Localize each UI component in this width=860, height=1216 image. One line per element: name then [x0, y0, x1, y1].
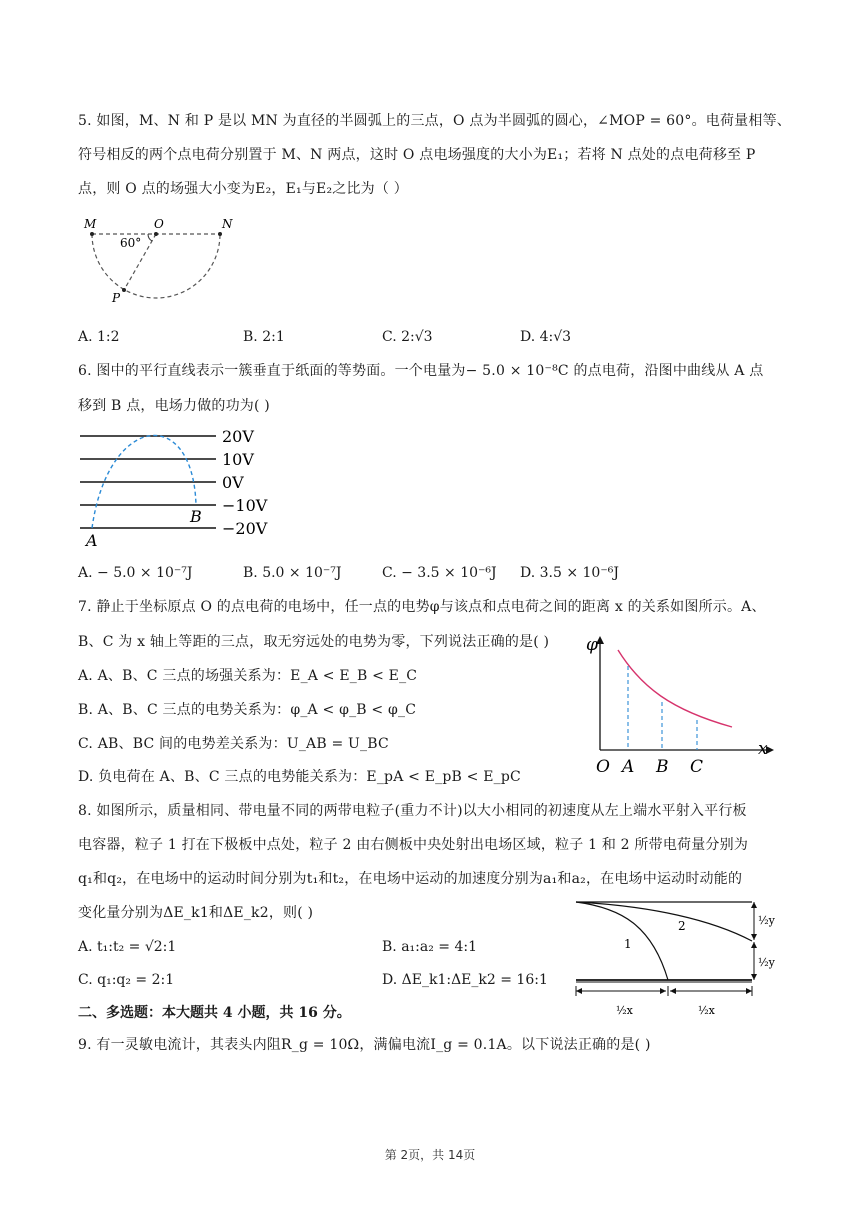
fig-angle-label: 60°	[120, 236, 142, 250]
q8-line3: q₁和q₂，在电场中的运动时间分别为t₁和t₂，在电场中运动的加速度分别为a₁和a₂，在电场中运动时动能的	[78, 871, 743, 887]
q8-option-c: C. q₁:q₂ = 2:1	[78, 972, 175, 988]
fig-label-o: O	[154, 217, 164, 231]
q6-option-c: C. − 3.5 × 10⁻⁶J	[382, 565, 497, 581]
q9-line1: 9. 有一灵敏电流计，其表头内阻R_g = 10Ω，满偏电流I_g = 0.1A。以下说法正确的是( )	[78, 1037, 651, 1053]
half-y-label-bottom: ½y	[758, 956, 775, 969]
tick-o: O	[596, 757, 610, 777]
fig-label-p: P	[112, 291, 121, 305]
curve-2-label: 2	[678, 919, 686, 933]
q6-line2: 移到 B 点，电场力做的功为( )	[78, 398, 270, 414]
half-x-label-right: ½x	[698, 1004, 715, 1017]
q6-option-d: D. 3.5 × 10⁻⁶J	[520, 565, 619, 581]
half-x-label-left: ½x	[616, 1004, 633, 1017]
q6-option-b: B. 5.0 × 10⁻⁷J	[243, 565, 342, 581]
q8-line2: 电容器，粒子 1 打在下极板中点处，粒子 2 由右侧板中央处射出电场区域，粒子 1 和 2 所带电荷量分别为	[78, 837, 749, 853]
level-neg20v: −20V	[222, 519, 268, 538]
level-10v: 10V	[222, 450, 254, 469]
fig-label-n: N	[222, 217, 233, 231]
point-a-label: A	[86, 531, 98, 550]
q5-option-a: A. 1:2	[78, 329, 120, 345]
tick-a: A	[622, 757, 635, 777]
q8-option-d: D. ΔE_k1:ΔE_k2 = 16:1	[382, 972, 548, 988]
tick-b: B	[656, 757, 669, 777]
level-neg10v: −10V	[222, 496, 268, 515]
q7-line1: 7. 静止于坐标原点 O 的点电荷的电场中，任一点的电势φ与该点和点电荷之间的距离 x 的关系如图所示。A、	[78, 599, 766, 615]
q7-line2: B、C 为 x 轴上等距的三点，取无穷远处的电势为零，下列说法正确的是( )	[78, 634, 550, 650]
q8-line1: 8. 如图所示，质量相同、带电量不同的两带电粒子(重力不计)以大小相同的初速度从左上端水平射入平行板	[78, 803, 747, 819]
q5-line2: 符号相反的两个点电荷分别置于 M、N 两点，这时 O 点电场强度的大小为E₁；若将 N 点处的点电荷移至 P	[78, 147, 756, 163]
q8-capacitor-figure	[572, 896, 782, 1024]
q5-option-b: B. 2:1	[243, 329, 285, 345]
level-20v: 20V	[222, 427, 254, 446]
axis-x-label: x	[758, 739, 768, 759]
q6-line1: 6. 图中的平行直线表示一簇垂直于纸面的等势面。一个电量为− 5.0 × 10⁻⁸C 的点电荷，沿图中曲线从 A 点	[78, 363, 764, 379]
q6-option-a: A. − 5.0 × 10⁻⁷J	[78, 565, 193, 581]
q6-equipotential-figure	[78, 424, 278, 550]
q7-option-d: D. 负电荷在 A、B、C 三点的电势能关系为：E_pA < E_pB < E_pC	[78, 769, 521, 785]
q5-option-c: C. 2:√3	[382, 329, 433, 345]
q7-option-a: A. A、B、C 三点的场强关系为：E_A < E_B < E_C	[78, 668, 418, 684]
q7-option-c: C. AB、BC 间的电势差关系为：U_AB = U_BC	[78, 736, 389, 752]
level-0v: 0V	[222, 473, 244, 492]
q8-option-b: B. a₁:a₂ = 4:1	[382, 939, 477, 955]
q5-line3: 点，则 O 点的场强大小变为E₂，E₁与E₂之比为（ ）	[78, 181, 408, 197]
q7-potential-graph	[586, 632, 776, 778]
section-2-heading: 二、多选题：本大题共 4 小题，共 16 分。	[78, 1005, 351, 1021]
q5-line1: 5. 如图，M、N 和 P 是以 MN 为直径的半圆弧上的三点，O 点为半圆弧的圆心，∠MOP = 60°。电荷量相等、	[78, 113, 791, 129]
q7-option-b: B. A、B、C 三点的电势关系为：φ_A < φ_B < φ_C	[78, 702, 417, 718]
tick-c: C	[690, 757, 704, 777]
curve-1-label: 1	[624, 937, 632, 951]
fig-label-m: M	[84, 217, 97, 231]
q5-semicircle-figure	[78, 212, 248, 312]
half-y-label-top: ½y	[758, 914, 775, 927]
q8-option-a: A. t₁:t₂ = √2:1	[78, 939, 177, 955]
q5-option-d: D. 4:√3	[520, 329, 572, 345]
point-b-label: B	[190, 507, 202, 526]
q8-line4: 变化量分别为ΔE_k1和ΔE_k2，则( )	[78, 905, 314, 921]
page-footer: 第 2页，共 14页	[384, 1148, 476, 1162]
axis-phi-label: φ	[586, 635, 598, 655]
